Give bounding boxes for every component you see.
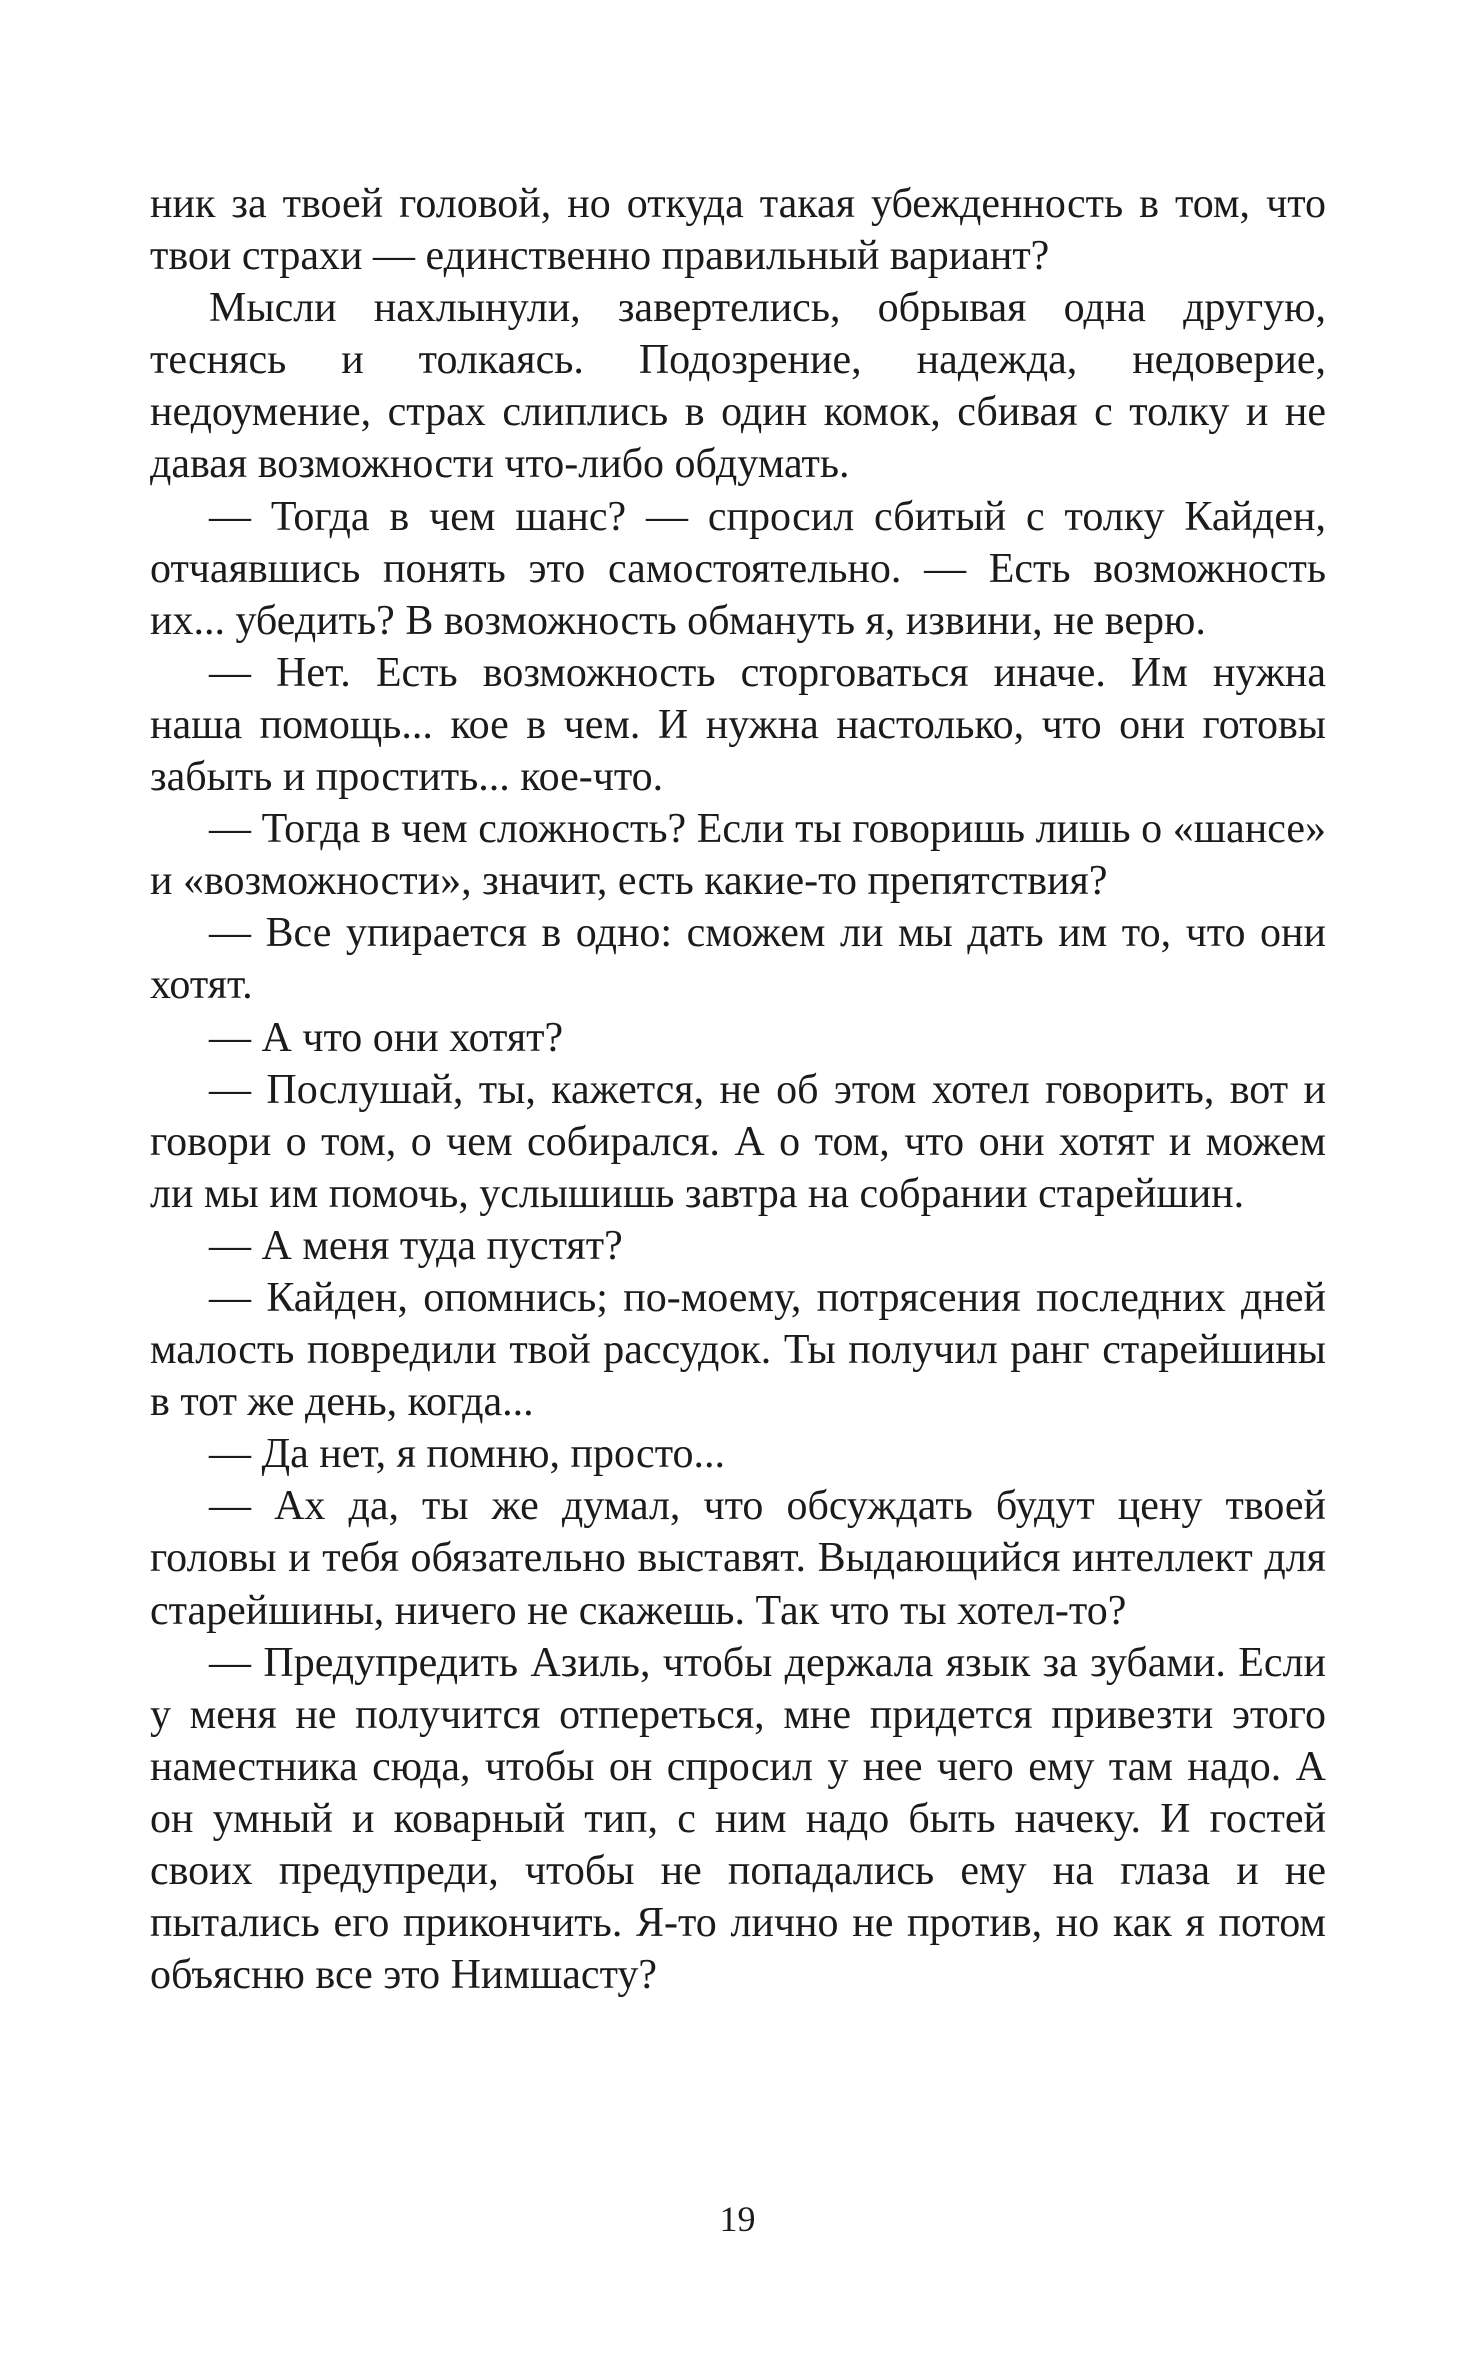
dialogue-line: — Тогда в чем шанс? — спросил сбитый с толку Кайден, отчаявшись понять это самостоятельно. — Есть возможность их... убедить? В возможность обмануть я, извини, не верю. [150, 493, 1326, 644]
paragraph-continuation: ник за твоей головой, но откуда такая убежденность в том, что твои страхи — единственно правильный вариант? [150, 181, 1326, 280]
body-text [150, 178, 1326, 2001]
dialogue-line: — А меня туда пустят? [209, 1222, 623, 1269]
page-number: 19 [719, 2199, 756, 2239]
dialogue-line: — Послушай, ты, кажется, не об этом хотел говорить, вот и говори о том, о чем собирался. А о том, что они хотят и можем ли мы им помочь, услышишь завтра на собрании старейшин. [150, 1066, 1326, 1217]
dialogue-line: — А что они хотят? [209, 1014, 564, 1061]
dialogue-line: — Нет. Есть возможность сторговаться иначе. Им нужна наша помощь... кое в чем. И нужна настолько, что они готовы забыть и простить... кое-что. [150, 649, 1326, 801]
dialogue-line: — Тогда в чем сложность? Если ты говоришь лишь о «шансе» и «возможности», значит, есть какие-то препятствия? [150, 806, 1326, 905]
dialogue-line: — Предупредить Азиль, чтобы держала язык за зубами. Если у меня не получится отпереться, мне придется привезти этого наместника сюда, чтобы он спросил у нее чего ему там надо. А он умный и коварный тип, с ним надо быть начеку. И гостей своих предупреди, чтобы не попадались ему на глаза и не пытались его прикончить. Я-то лично не против, но как я потом объясню все это Нимшасту? [150, 1639, 1326, 1999]
dialogue-line: — Ах да, ты же думал, что обсуждать будут цену твоей головы и тебя обязательно выставят. Выдающийся интеллект для старейшины, ничего не скажешь. Так что ты хотел-то? [150, 1483, 1326, 1634]
paragraph: Мысли нахлынули, завертелись, обрывая одна другую, теснясь и толкаясь. Подозрение, надежда, недоверие, недоумение, страх слиплись в один комок, сбивая с толку и не давая возможности что-либо обдумать. [150, 285, 1326, 488]
dialogue-line: — Да нет, я помню, просто... [209, 1431, 725, 1478]
dialogue-line: — Кайден, опомнись; по-моему, потрясения последних дней малость повредили твой рассудок. Ты получил ранг старейшины в тот же день, когда... [150, 1274, 1326, 1426]
dialogue-line: — Все упирается в одно: сможем ли мы дать им то, что они хотят. [150, 910, 1326, 1009]
